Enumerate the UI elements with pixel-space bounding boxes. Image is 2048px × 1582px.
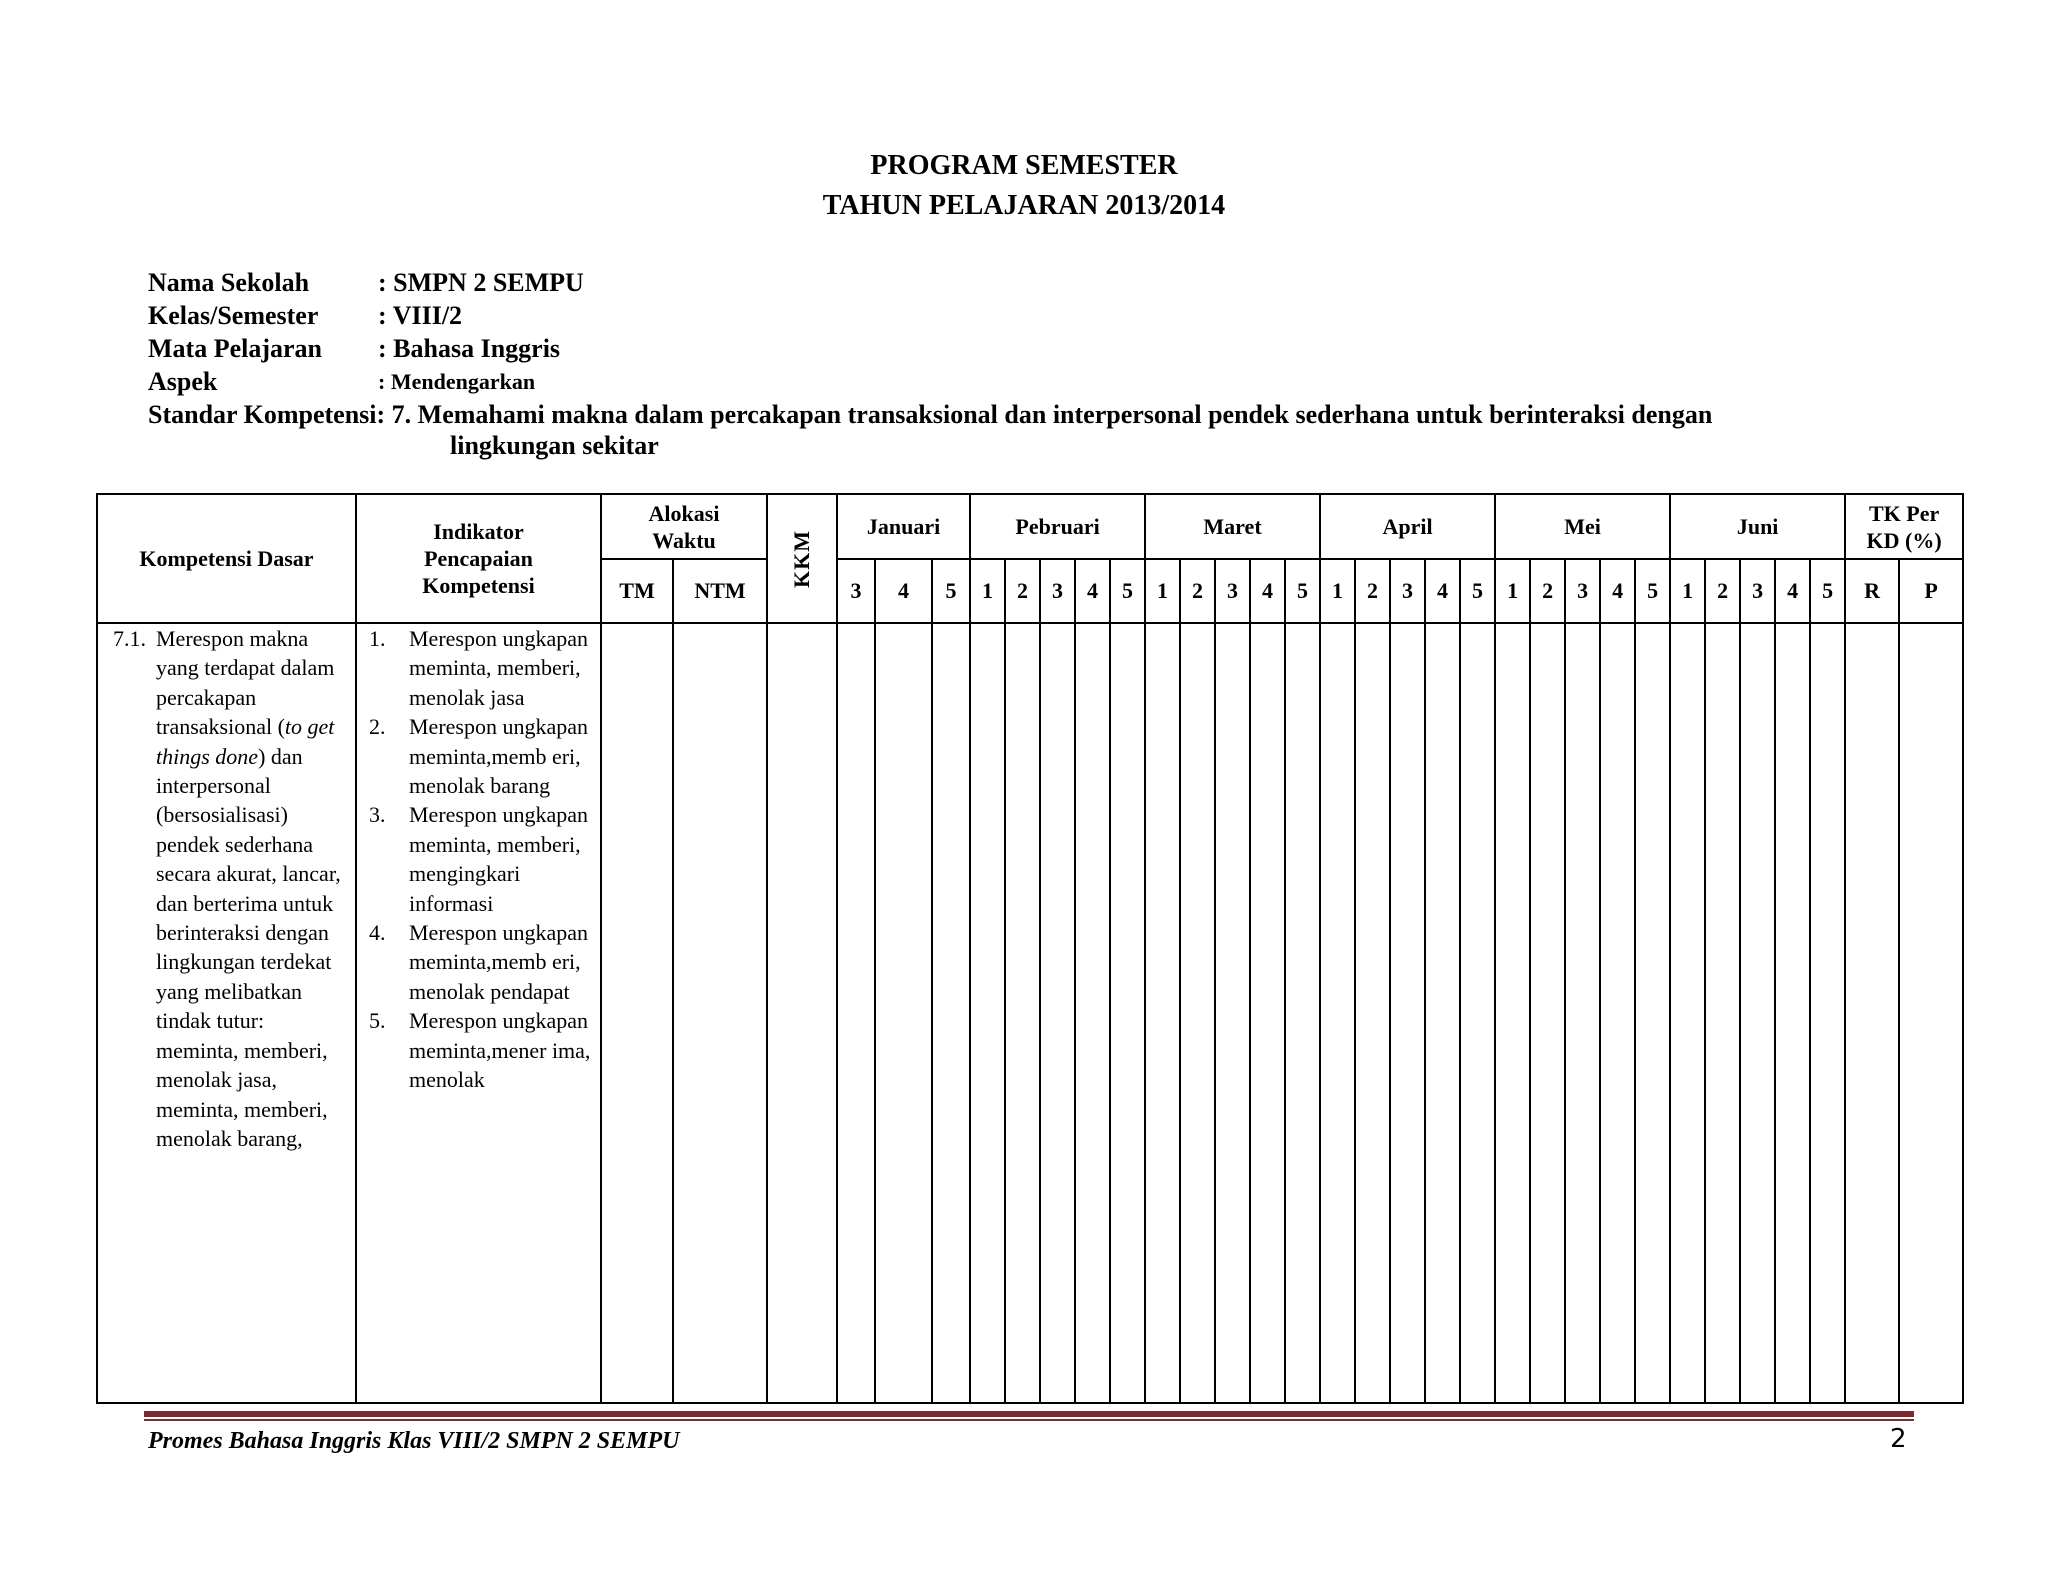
indikator-text: Merespon ungkapan meminta, memberi, mengingkari informasi xyxy=(409,802,589,916)
week-value-cell xyxy=(1005,623,1040,1403)
week-value-cell xyxy=(1635,623,1670,1403)
indikator-number: 4. xyxy=(369,920,386,946)
week-value-cell xyxy=(1110,623,1145,1403)
week-cell: 4 xyxy=(1425,559,1460,623)
week-cell: 4 xyxy=(1250,559,1285,623)
tm-cell xyxy=(601,623,673,1403)
info-row-school xyxy=(148,266,584,299)
header-ntm: NTM xyxy=(673,559,767,623)
week-cell: 4 xyxy=(1075,559,1110,623)
week-value-cell xyxy=(1355,623,1390,1403)
week-cell: 1 xyxy=(1320,559,1355,623)
week-cell: 3 xyxy=(1390,559,1425,623)
info-label: Aspek xyxy=(148,367,218,396)
kompetensi-dasar-cell xyxy=(97,623,356,1403)
week-value-cell xyxy=(1670,623,1705,1403)
week-value-cell xyxy=(1250,623,1285,1403)
week-value-cell xyxy=(1495,623,1530,1403)
header-indikator xyxy=(356,494,601,623)
indikator-item xyxy=(357,624,600,712)
kd-text xyxy=(156,624,355,1153)
info-label: Mata Pelajaran xyxy=(148,334,323,363)
header-month-januari: Januari xyxy=(837,494,970,559)
week-cell: 1 xyxy=(970,559,1005,623)
document-subtitle: TAHUN PELAJARAN 2013/2014 xyxy=(822,190,1226,221)
indikator-cell xyxy=(356,623,601,1403)
week-value-cell xyxy=(837,623,875,1403)
standar-kompetensi xyxy=(148,398,1712,431)
week-value-cell xyxy=(1180,623,1215,1403)
indikator-item xyxy=(357,800,600,918)
week-value-cell xyxy=(1600,623,1635,1403)
header-indikator-line2: Pencapaian xyxy=(424,546,533,571)
indikator-number: 2. xyxy=(369,714,386,740)
footer-text: Promes Bahasa Inggris Klas VIII/2 SMPN 2 SEMPU xyxy=(148,1428,680,1454)
info-row-aspect xyxy=(148,365,584,398)
week-cell: 5 xyxy=(1810,559,1845,623)
indikator-text: Merespon ungkapan meminta,memb eri, menolak pendapat xyxy=(409,920,589,1004)
indikator-text: Merespon ungkapan meminta, memberi, menolak jasa xyxy=(409,626,589,710)
week-value-cell xyxy=(932,623,970,1403)
sk-text-line1: 7. Memahami makna dalam percakapan transaksional dan interpersonal pendek sederhana untuk berinteraksi dengan xyxy=(391,400,1713,429)
week-cell: 1 xyxy=(1495,559,1530,623)
week-value-cell xyxy=(1320,623,1355,1403)
header-alokasi-line1: Alokasi xyxy=(648,500,720,526)
program-semester-table xyxy=(96,493,1964,1404)
header-kkm xyxy=(767,494,837,623)
page-number: 2 xyxy=(1890,1424,1907,1454)
week-cell: 2 xyxy=(1705,559,1740,623)
week-cell: 5 xyxy=(1635,559,1670,623)
indikator-number: 1. xyxy=(369,626,386,651)
r-cell xyxy=(1845,623,1899,1403)
school-info xyxy=(148,266,584,398)
week-cell: 4 xyxy=(1775,559,1810,623)
week-value-cell xyxy=(1390,623,1425,1403)
header-month-juni: Juni xyxy=(1670,494,1845,559)
header-indikator-line3: Kompetensi xyxy=(422,573,535,598)
info-label: Kelas/Semester xyxy=(148,301,319,330)
week-value-cell xyxy=(1460,623,1495,1403)
sk-label: Standar Kompetensi: xyxy=(148,400,386,429)
week-cell: 5 xyxy=(932,559,970,623)
header-indikator-line1: Indikator xyxy=(433,519,524,544)
week-value-cell xyxy=(1565,623,1600,1403)
table-row xyxy=(97,623,1963,1403)
info-label: Nama Sekolah xyxy=(148,268,310,297)
indikator-item xyxy=(357,918,600,1006)
kkm-cell xyxy=(767,623,837,1403)
kd-text-part: ) dan interpersonal (bersosialisasi) pendek sederhana secara akurat, lancar, dan berterima untuk berinteraksi dengan lingkungan terdekat yang melibatkan tindak tutur: meminta, memberi, menolak jasa, meminta, memberi, menolak barang, xyxy=(156,743,341,1151)
week-value-cell xyxy=(875,623,932,1403)
p-cell xyxy=(1899,623,1963,1403)
indikator-item xyxy=(357,1006,600,1094)
info-value: : Mendengarkan xyxy=(378,369,536,394)
info-row-class xyxy=(148,299,584,332)
week-cell: 1 xyxy=(1145,559,1180,623)
info-row-subject xyxy=(148,332,584,365)
header-kompetensi-dasar: Kompetensi Dasar xyxy=(97,494,356,623)
week-cell: 5 xyxy=(1110,559,1145,623)
header-tk-line2: KD (%) xyxy=(1866,527,1942,553)
indikator-text: Merespon ungkapan meminta,memb eri, menolak barang xyxy=(409,714,589,799)
week-cell: 5 xyxy=(1285,559,1320,623)
week-value-cell xyxy=(1530,623,1565,1403)
header-tk-per-kd xyxy=(1845,494,1963,559)
indikator-number: 3. xyxy=(369,802,386,828)
week-value-cell xyxy=(1075,623,1110,1403)
week-value-cell xyxy=(1425,623,1460,1403)
header-month-pebruari: Pebruari xyxy=(970,494,1145,559)
kd-text-italic: to get things done xyxy=(156,714,335,769)
week-cell: 3 xyxy=(837,559,875,623)
week-value-cell xyxy=(1285,623,1320,1403)
info-value: : SMPN 2 SEMPU xyxy=(378,268,584,297)
week-value-cell xyxy=(1145,623,1180,1403)
indikator-text: Merespon ungkapan meminta,mener ima, menolak xyxy=(409,1008,591,1093)
footer-rule-thin xyxy=(144,1419,1914,1421)
week-cell: 4 xyxy=(1600,559,1635,623)
header-alokasi-waktu xyxy=(601,494,767,559)
kd-number: 7.1. xyxy=(113,626,146,651)
week-value-cell xyxy=(1705,623,1740,1403)
week-cell: 3 xyxy=(1040,559,1075,623)
week-cell: 5 xyxy=(1460,559,1495,623)
header-month-maret: Maret xyxy=(1145,494,1320,559)
indikator-number: 5. xyxy=(369,1008,386,1034)
header-alokasi-line2: Waktu xyxy=(652,527,716,553)
header-kkm-label: KKM xyxy=(789,529,815,588)
week-value-cell xyxy=(970,623,1005,1403)
week-value-cell xyxy=(1775,623,1810,1403)
header-month-mei: Mei xyxy=(1495,494,1670,559)
week-value-cell xyxy=(1215,623,1250,1403)
footer-rule-thick xyxy=(144,1411,1914,1417)
week-cell: 4 xyxy=(875,559,932,623)
info-value: : Bahasa Inggris xyxy=(378,334,561,363)
indikator-item xyxy=(357,712,600,800)
week-cell: 2 xyxy=(1180,559,1215,623)
week-value-cell xyxy=(1040,623,1075,1403)
week-cell: 2 xyxy=(1005,559,1040,623)
header-tk-line1: TK Per xyxy=(1868,500,1940,526)
info-value: : VIII/2 xyxy=(378,301,463,330)
week-cell: 3 xyxy=(1565,559,1600,623)
header-r: R xyxy=(1845,559,1899,623)
sk-text-line2: lingkungan sekitar xyxy=(450,431,659,460)
header-tm: TM xyxy=(601,559,673,623)
week-value-cell xyxy=(1810,623,1845,1403)
document-title: PROGRAM SEMESTER xyxy=(870,150,1178,181)
week-cell: 3 xyxy=(1740,559,1775,623)
header-p: P xyxy=(1899,559,1963,623)
week-cell: 1 xyxy=(1670,559,1705,623)
week-value-cell xyxy=(1740,623,1775,1403)
week-cell: 2 xyxy=(1355,559,1390,623)
kd-text-part: Merespon makna yang terdapat dalam percakapan transaksional ( xyxy=(156,626,335,740)
ntm-cell xyxy=(673,623,767,1403)
week-cell: 2 xyxy=(1530,559,1565,623)
week-cell: 3 xyxy=(1215,559,1250,623)
header-month-april: April xyxy=(1320,494,1495,559)
